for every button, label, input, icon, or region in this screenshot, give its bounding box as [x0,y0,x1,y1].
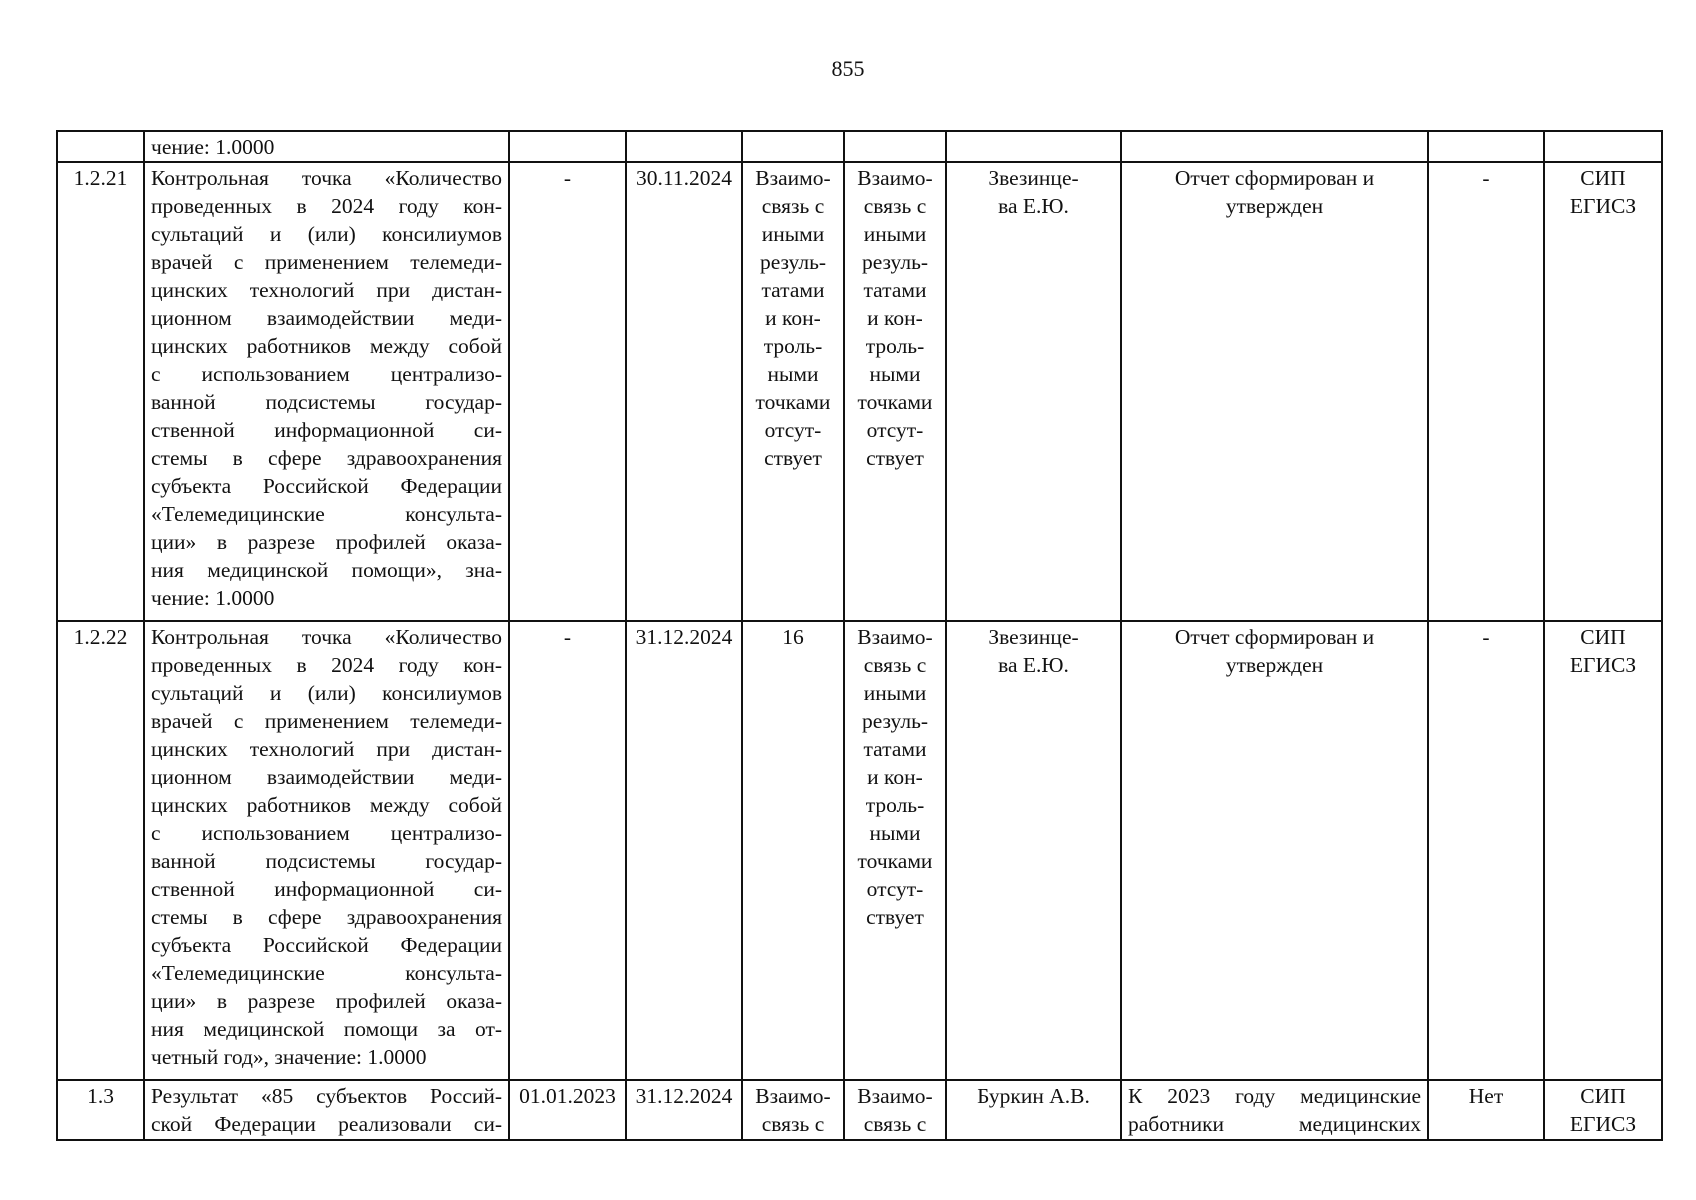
cell-result [1121,1080,1428,1140]
successors-line: связь с [863,194,927,218]
cell-number: 1.2.21 [57,162,144,621]
description-line: сультаций и (или) консилиумов [151,222,502,246]
successors-line: иными [863,222,927,246]
successors-line: ствует [866,446,924,470]
cell-successors [844,162,946,621]
description-line: ванной подсистемы государ- [151,390,502,414]
cell-predecessors [742,621,844,1080]
successors-line: резуль- [861,709,929,733]
cell-responsible [946,1080,1121,1140]
cell-system [1544,621,1662,1080]
cell-system [1544,1080,1662,1140]
successors-line: отсут- [866,877,924,901]
description-line: ния медицинской помощи за от- [151,1017,502,1041]
successors-line: троль- [865,334,925,358]
cell-start-date: - [509,162,626,621]
result-line: Отчет сформирован и [1174,166,1375,190]
description-line: ственной информационной си- [151,418,502,442]
responsible-line: Буркин А.В. [977,1084,1090,1108]
successors-line: и кон- [867,306,923,330]
responsible-line: Звезинце- [988,625,1079,649]
predecessors-line: троль- [763,334,823,358]
description-line: ния медицинской помощи», зна- [151,558,502,582]
cell-end-date: 31.12.2024 [626,1080,742,1140]
description-line: чение: 1.0000 [151,135,275,159]
result-line: утвержден [1225,653,1324,677]
system-line: ЕГИСЗ [1569,653,1637,677]
page-number: 855 [831,56,865,81]
predecessors-line: Взаимо- [755,1084,831,1108]
description-line: цинских технологий при дистан- [151,278,502,302]
cell-predecessors [742,131,844,162]
description-line: чение: 1.0000 [151,586,275,610]
cell-responsible [946,162,1121,621]
predecessors-line: связь с [761,1112,825,1136]
successors-line: связь с [863,1112,927,1136]
description-line: субъекта Российской Федерации [151,474,502,498]
predecessors-line: точками [755,390,831,414]
description-line: стемы в сфере здравоохранения [151,905,502,929]
predecessors-line: отсут- [764,418,822,442]
cell-number [57,131,144,162]
description-line: ской Федерации реализовали си- [151,1112,502,1136]
result-line: работники медицинских [1128,1112,1421,1136]
cell-level: - [1428,621,1544,1080]
predecessors-line: связь с [761,194,825,218]
description-line: с использованием централизо- [151,362,502,386]
cell-level: - [1428,162,1544,621]
successors-line: точками [857,390,933,414]
description-line: «Телемедицинские консульта- [151,502,502,526]
plan-table [56,130,1663,1141]
system-line: СИП [1580,166,1626,190]
result-line: Отчет сформирован и [1174,625,1375,649]
predecessors-line: Взаимо- [755,166,831,190]
description-line: ционном взаимодействии меди- [151,765,502,789]
cell-result [1121,162,1428,621]
description-line: Контрольная точка «Количество [151,166,502,190]
successors-line: и кон- [867,765,923,789]
successors-line: ными [869,362,921,386]
successors-line: Взаимо- [857,166,933,190]
successors-line: резуль- [861,250,929,274]
description-line: с использованием централизо- [151,821,502,845]
cell-description [144,621,509,1080]
successors-line: троль- [865,793,925,817]
cell-start-date [509,131,626,162]
cell-responsible [946,131,1121,162]
cell-level [1428,131,1544,162]
cell-start-date: 01.01.2023 [509,1080,626,1140]
table-row [57,162,1662,621]
description-line: Результат «85 субъектов Россий- [151,1084,502,1108]
table-row [57,1080,1662,1140]
predecessors-line: 16 [782,625,804,649]
description-line: проведенных в 2024 году кон- [151,194,502,218]
predecessors-line: ствует [764,446,822,470]
cell-successors [844,621,946,1080]
successors-line: отсут- [866,418,924,442]
successors-line: ными [869,821,921,845]
description-line: цинских технологий при дистан- [151,737,502,761]
successors-line: ствует [866,905,924,929]
cell-level: Нет [1428,1080,1544,1140]
predecessors-line: ными [767,362,819,386]
responsible-line: ва Е.Ю. [998,194,1069,218]
result-line: К 2023 году медицинские [1128,1084,1421,1108]
cell-number: 1.2.22 [57,621,144,1080]
cell-predecessors [742,1080,844,1140]
cell-start-date: - [509,621,626,1080]
description-line: ственной информационной си- [151,877,502,901]
cell-end-date [626,131,742,162]
cell-end-date: 30.11.2024 [626,162,742,621]
cell-responsible [946,621,1121,1080]
successors-line: Взаимо- [857,1084,933,1108]
predecessors-line: и кон- [765,306,821,330]
description-line: ванной подсистемы государ- [151,849,502,873]
successors-line: связь с [863,653,927,677]
system-line: ЕГИСЗ [1569,194,1637,218]
successors-line: татами [863,278,927,302]
description-line: «Телемедицинские консульта- [151,961,502,985]
predecessors-line: резуль- [759,250,827,274]
predecessors-line: иными [761,222,825,246]
description-line: цинских работников между собой [151,334,502,358]
description-line: ции» в разрезе профилей оказа- [151,530,502,554]
responsible-line: ва Е.Ю. [998,653,1069,677]
result-line: утвержден [1225,194,1324,218]
description-line: ции» в разрезе профилей оказа- [151,989,502,1013]
description-line: субъекта Российской Федерации [151,933,502,957]
successors-line: иными [863,681,927,705]
cell-end-date: 31.12.2024 [626,621,742,1080]
successors-line: точками [857,849,933,873]
description-line: Контрольная точка «Количество [151,625,502,649]
description-line: сультаций и (или) консилиумов [151,681,502,705]
cell-number: 1.3 [57,1080,144,1140]
cell-successors [844,131,946,162]
description-line: цинских работников между собой [151,793,502,817]
description-line: проведенных в 2024 году кон- [151,653,502,677]
table-row [57,621,1662,1080]
successors-line: Взаимо- [857,625,933,649]
cell-description [144,162,509,621]
cell-result [1121,131,1428,162]
responsible-line: Звезинце- [988,166,1079,190]
description-line: врачей с применением телемеди- [151,250,502,274]
description-line: ционном взаимодействии меди- [151,306,502,330]
cell-result [1121,621,1428,1080]
system-line: ЕГИСЗ [1569,1112,1637,1136]
cell-description [144,131,509,162]
system-line: СИП [1580,625,1626,649]
description-line: стемы в сфере здравоохранения [151,446,502,470]
system-line: СИП [1580,1084,1626,1108]
successors-line: татами [863,737,927,761]
cell-system [1544,162,1662,621]
table-row-continuation [57,131,1662,162]
cell-system [1544,131,1662,162]
cell-description [144,1080,509,1140]
cell-predecessors [742,162,844,621]
cell-successors [844,1080,946,1140]
description-line: четный год», значение: 1.0000 [151,1045,427,1069]
description-line: врачей с применением телемеди- [151,709,502,733]
predecessors-line: татами [761,278,825,302]
